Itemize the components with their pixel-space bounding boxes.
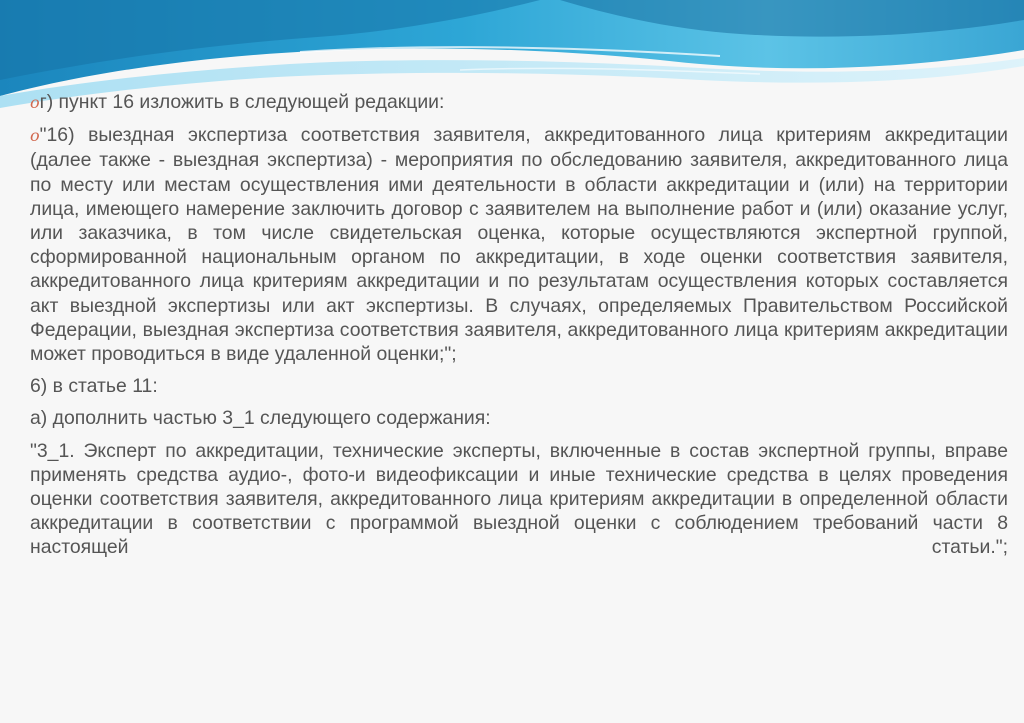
paragraph-part-3-1 bbox=[30, 439, 1008, 560]
paragraph-item-a bbox=[30, 406, 1008, 430]
paragraph-text: г) пункт 16 изложить в следующей редакции: bbox=[39, 91, 445, 113]
bullet-icon: о bbox=[30, 126, 40, 146]
paragraph-article-11 bbox=[30, 374, 1008, 398]
paragraph-text: 6) в статье 11: bbox=[30, 375, 158, 398]
paragraph-text: а) дополнить частью 3_1 следующего содержания: bbox=[30, 407, 491, 430]
document-body bbox=[30, 90, 1008, 568]
paragraph-text: "3_1. Эксперт по аккредитации, технические эксперты, включенные в состав экспертной группы, вправе применять средства аудио-, фото-и видеофиксации и иные технические средства в целях проведения оценки соответствия заявителя, аккредитованного лица критериям аккредитации в определенной области аккредитации в соответствии с программой выездной оценки с соблюдением требований части 8 настоящей статьи."; bbox=[30, 439, 1008, 559]
paragraph-item-g bbox=[30, 90, 1008, 115]
bullet-icon: о bbox=[30, 93, 40, 112]
paragraph-item-16 bbox=[30, 123, 1008, 366]
paragraph-text: "16) выездная экспертиза соответствия заявителя, аккредитованного лица критериям аккредитации (далее также - выездная экспертиза) - мероприятия по обследованию заявителя, аккредитованного лица по месту или местам осуществления ими деятельности в области аккредитации и (или) на территории лица, имеющего намерение заключить договор с заявителем на выполнение работ и (или) оказание услуг, или заказчика, в том числе свидетельская оценка, которые осуществляются экспертной группой, сформированной национальным органом по аккредитации, в ходе оценки соответствия заявителя, аккредитованного лица критериям аккредитации и по результатам осуществления которых составляется акт выездной экспертизы или акт экспертизы. В случаях, определяемых Правительством Российской Федерации, выездная экспертиза соответствия заявителя, аккредитованного лица критериям аккредитации может проводиться в виде удаленной оценки;"; bbox=[30, 124, 1008, 366]
